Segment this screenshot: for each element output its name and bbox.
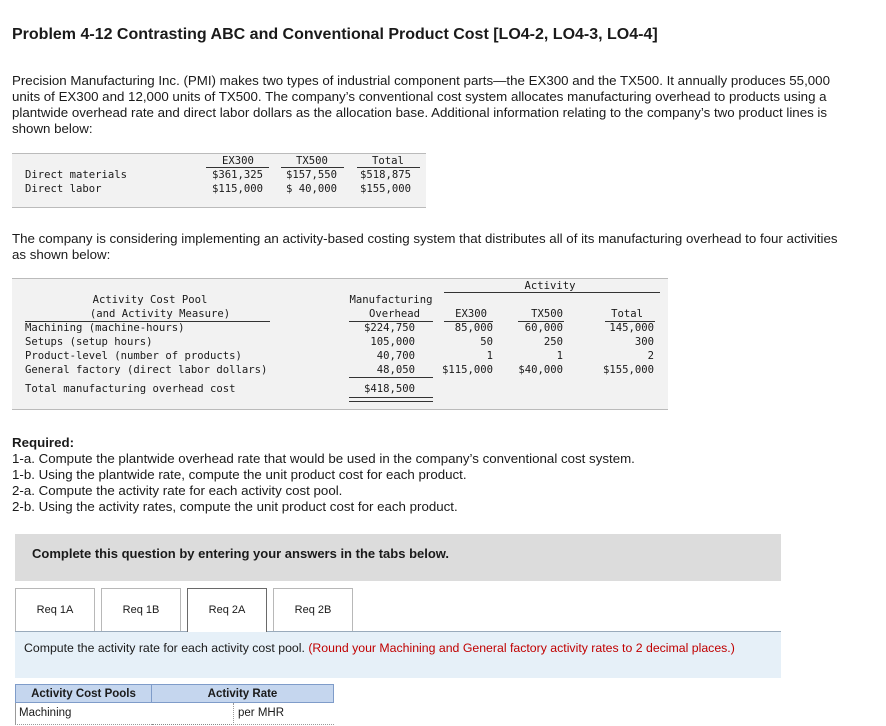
col-header-tx500-activity: TX500 <box>531 308 563 320</box>
row-label-machining: Machining (machine-hours) <box>25 322 185 334</box>
dm-ex300: $361,325 <box>211 169 263 181</box>
required-heading: Required: <box>12 435 75 450</box>
product-level-tx500: 1 <box>556 350 563 362</box>
machining-rate-input[interactable] <box>152 704 232 725</box>
row-label-product-level: Product-level (number of products) <box>25 350 242 362</box>
product-level-overhead: 40,700 <box>376 350 415 362</box>
rounding-note: (Round your Machining and General factory activity rates to 2 decimal places.) <box>308 641 735 655</box>
page-title: Problem 4-12 Contrasting ABC and Conventional Product Cost [LO4-2, LO4-3, LO4-4] <box>12 26 658 43</box>
tab-req-2a[interactable]: Req 2A <box>187 588 267 632</box>
machining-overhead: $224,750 <box>363 322 415 334</box>
col-header-ex300-activity: EX300 <box>455 308 487 320</box>
col-header-tx500: TX500 <box>296 155 328 167</box>
row-label-setups: Setups (setup hours) <box>25 336 153 348</box>
machining-tx500: 60,000 <box>524 322 563 334</box>
abc-paragraph: The company is considering implementing an activity-based costing system that distributes all of its manufacturing overhead to four activities as shown below: <box>12 231 838 262</box>
product-level-ex300: 1 <box>486 350 493 362</box>
pool-header-2: (and Activity Measure) <box>89 308 231 320</box>
col-header-activity-cost-pools: Activity Cost Pools <box>15 684 152 703</box>
col-header-total: Total <box>372 155 404 167</box>
setups-ex300: 50 <box>480 336 493 348</box>
machining-total: 145,000 <box>609 322 654 334</box>
required-item: 1-b. Using the plantwide rate, compute the unit product cost for each product. <box>12 467 467 482</box>
complete-banner <box>15 534 781 581</box>
dm-tx500: $157,550 <box>285 169 337 181</box>
general-factory-tx500: $40,000 <box>518 364 563 376</box>
col-header-activity-rate: Activity Rate <box>152 684 334 703</box>
dm-total: $518,875 <box>359 169 411 181</box>
col-header-ex300: EX300 <box>222 155 254 167</box>
col-header-total-activity: Total <box>611 308 643 320</box>
dl-tx500: $ 40,000 <box>285 183 337 195</box>
total-overhead-value: $418,500 <box>363 383 415 395</box>
product-level-total: 2 <box>647 350 654 362</box>
tab-req-1b[interactable]: Req 1B <box>101 588 181 631</box>
overhead-header-1: Manufacturing <box>349 294 433 306</box>
setups-total: 300 <box>634 336 654 348</box>
row-label-direct-materials: Direct materials <box>25 169 128 181</box>
rate-pool-machining: Machining <box>19 707 72 719</box>
intro-paragraph: Precision Manufacturing Inc. (PMI) makes two types of industrial component parts—the EX300 and the TX500. It annually produces 55,000 units of EX300 and 12,000 units of TX500. The company’s conventional cost system allocates manufacturing overhead to products using a plantwide overhead rate and direct labor dollars as the allocation base. Additional information relating to the company’s two product lines is shown below: <box>12 73 830 136</box>
tab-req-2b[interactable]: Req 2B <box>273 588 353 631</box>
machining-ex300: 85,000 <box>454 322 493 334</box>
pool-header-1: Activity Cost Pool <box>92 294 208 306</box>
total-overhead-label: Total manufacturing overhead cost <box>25 383 236 395</box>
general-factory-ex300: $115,000 <box>441 364 493 376</box>
required-item: 1-a. Compute the plantwide overhead rate that would be used in the company’s conventional cost system. <box>12 451 635 466</box>
rate-row-divider <box>233 703 234 725</box>
instruction-text: Compute the activity rate for each activity cost pool. <box>24 641 309 655</box>
activity-header: Activity <box>524 280 576 292</box>
row-label-direct-labor: Direct labor <box>25 183 102 195</box>
required-section <box>12 435 635 515</box>
dl-ex300: $115,000 <box>211 183 263 195</box>
general-factory-total: $155,000 <box>602 364 654 376</box>
rate-unit-machining: per MHR <box>238 707 285 719</box>
complete-banner-text: Complete this question by entering your answers in the tabs below. <box>32 546 450 561</box>
instruction-panel <box>15 631 781 678</box>
required-item: 2-b. Using the activity rates, compute the unit product cost for each product. <box>12 499 458 514</box>
overhead-header-2: Overhead <box>368 308 420 320</box>
row-label-general-factory: General factory (direct labor dollars) <box>25 364 268 376</box>
required-item: 2-a. Compute the activity rate for each activity cost pool. <box>12 483 343 498</box>
setups-overhead: 105,000 <box>370 336 415 348</box>
setups-tx500: 250 <box>543 336 563 348</box>
general-factory-overhead: 48,050 <box>376 364 415 376</box>
tab-req-1a[interactable]: Req 1A <box>15 588 95 631</box>
dl-total: $155,000 <box>359 183 411 195</box>
